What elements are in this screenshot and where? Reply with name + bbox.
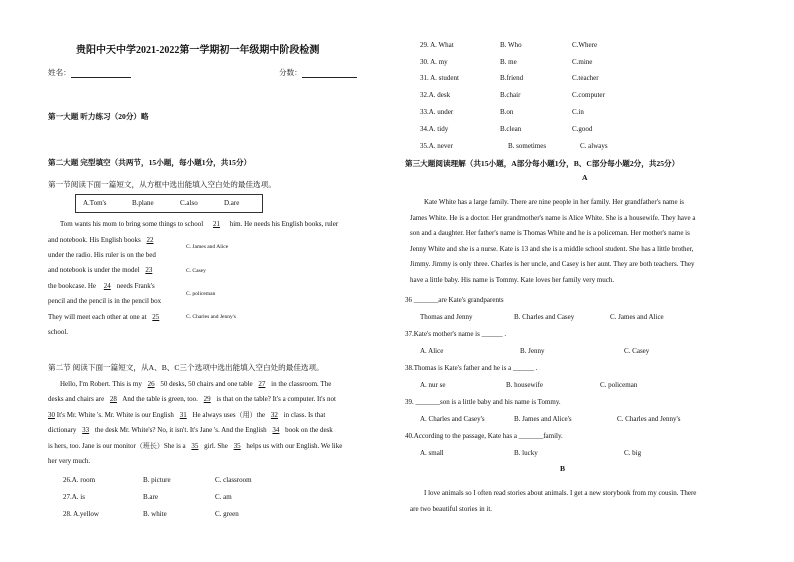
page-title: 贵阳中天中学2021-2022第一学期初一年级期中阶段检测 — [76, 45, 320, 56]
choice-b[interactable]: B. Charles and Casey — [514, 313, 575, 321]
choice-a[interactable]: 26.A. room — [63, 476, 96, 484]
passage-a-line: have a little baby. His name is Tommy. Kate loves her family very much. — [410, 275, 615, 284]
choice-a[interactable]: A. Alice — [420, 347, 444, 355]
choice-a[interactable]: 30. A. my — [420, 58, 448, 66]
choice-c[interactable]: C.teacher — [572, 74, 599, 82]
choice-b[interactable]: B. white — [143, 510, 167, 518]
choice-a[interactable]: Thomas and Jenny — [420, 313, 473, 321]
choice-c[interactable]: C. classroom — [215, 476, 252, 484]
side-option: C. Casey — [186, 268, 206, 274]
word-bank-box — [75, 194, 263, 213]
question-stem: 40.According to the passage, Kate has a _______family. — [405, 432, 563, 440]
passage-a-line: son and a daughter. Her father's name is Thomas White and he is a policeman. Her mother's name is — [410, 229, 690, 238]
choice-c[interactable]: C. James and Alice — [610, 313, 664, 321]
part2-heading: 第二大题 完型填空（共两节，15小题，每小题1分，共15分） — [48, 158, 252, 167]
section-b-label: B — [560, 464, 566, 473]
passage1-line: the bookcase. He 24 needs Frank's — [48, 282, 155, 290]
passage2-line: is hers, too. Jane is our monitor（班长）She is a 35 girl. She 35 helps us with our English. We like — [48, 442, 343, 450]
passage-b — [410, 486, 745, 517]
passage-a-line: Kate White has a large family. There are nine people in her family. Her grandfather's name is — [424, 198, 685, 206]
choice-b[interactable]: B. James and Alice's — [514, 415, 572, 423]
section-a-label: A — [582, 173, 588, 182]
passage1-line: and notebook is under the model 23 — [48, 266, 153, 274]
passage1-line: They will meet each other at one at 25 — [48, 313, 160, 321]
question-stem: 37.Kate's mother's name is ______ . — [405, 330, 507, 338]
passage-a — [410, 195, 745, 289]
part3-heading: 第三大题阅读理解（共15小题，A部分每小题1分，B、C部分每小题2分，共25分） — [405, 159, 680, 168]
word-bank-option: C.also — [180, 199, 198, 207]
passage1-line: school. — [48, 328, 69, 336]
word-bank-option: D.are — [224, 199, 240, 207]
choice-c[interactable]: C.Where — [572, 41, 598, 49]
passage2-line: dictionary 33 the desk Mr. White's? No, it isn't. It's Jane 's. And the English 34 book on the desk — [48, 426, 333, 434]
passage1-line: under the radio. His ruler is on the bed — [48, 251, 156, 259]
choice-a[interactable]: A. Charles and Casey's — [420, 415, 485, 423]
choice-b[interactable]: B. lucky — [514, 449, 538, 457]
part1-heading: 第一大题 听力练习（20分）略 — [48, 112, 149, 121]
side-option: C. James and Alice — [186, 244, 229, 250]
choice-a[interactable]: 35.A. never — [420, 142, 453, 150]
choice-c[interactable]: C. policeman — [600, 381, 638, 389]
choice-b[interactable]: B. Who — [500, 41, 522, 49]
choice-b[interactable]: B.on — [500, 108, 514, 116]
passage-a-line: Jimmy. Jimmy is only three. Charles is her uncle, and Casey is her aunt. They are both teachers. They — [410, 260, 695, 269]
choice-c[interactable]: C. Casey — [624, 347, 650, 355]
side-option: C. policeman — [186, 291, 216, 297]
passage1-line: pencil and the pencil is in the pencil box — [48, 297, 162, 305]
name-blank[interactable] — [71, 76, 131, 78]
choice-b[interactable]: B.chair — [500, 91, 521, 99]
choice-a[interactable]: 29. A. What — [420, 41, 454, 49]
choice-a[interactable]: 33.A. under — [420, 108, 454, 116]
passage-a-line: James White. He is a doctor. Her grandmother's name is Alice White. She is a housewife. They have a — [410, 213, 696, 222]
question-stem: 38.Thomas is Kate's father and he is a ______ . — [405, 364, 538, 372]
section2-instructions: 第二节 阅读下面一篇短文，从A、B、C三个选项中选出能填入空白处的最佳选项。 — [48, 363, 324, 372]
choice-c[interactable]: C. green — [215, 510, 239, 518]
choice-b[interactable]: B. housewife — [506, 381, 543, 389]
choice-c[interactable]: C. big — [624, 449, 642, 457]
name-label: 姓名： — [48, 67, 131, 78]
passage-b-line: are two beautiful stories in it. — [410, 504, 493, 513]
choice-b[interactable]: B. me — [500, 58, 517, 66]
choice-a[interactable]: A. nur se — [420, 381, 446, 389]
score-label: 分数： — [279, 67, 357, 78]
choice-b[interactable]: B.are — [143, 493, 158, 501]
choice-a[interactable]: 31. A. student — [420, 74, 459, 82]
score-blank[interactable] — [302, 76, 357, 78]
word-bank-option: B.plane — [132, 199, 154, 207]
choice-c[interactable]: C.computer — [572, 91, 605, 99]
choice-b[interactable]: B. Jenny — [520, 347, 545, 355]
choice-a[interactable]: 34.A. tidy — [420, 125, 449, 133]
passage-a-line: Jenny White and she is a nurse. Kate is 13 and she is a middle school student. She has a little brother, — [410, 244, 694, 253]
passage1-line: Tom wants his mom to bring some things to school 21 him. He needs his English books, ruler — [60, 220, 339, 228]
choice-a[interactable]: 27.A. is — [63, 493, 85, 501]
question-stem: 39. _______son is a little baby and his name is Tommy. — [405, 398, 561, 406]
choice-c[interactable]: C.mine — [572, 58, 593, 66]
choice-b[interactable]: B. picture — [143, 476, 171, 484]
passage2-line: desks and chairs are 28 And the table is green, too. 29 is that on the table? It's a computer. It's not — [48, 395, 336, 403]
choice-c[interactable]: C.in — [572, 108, 584, 116]
choice-a[interactable]: 32.A. desk — [420, 91, 451, 99]
passage2-line: Hello, I'm Robert. This is my 26 50 desks, 50 chairs and one table 27 in the classroom. The — [60, 380, 332, 388]
passage1-line: and notebook. His English books 22 — [48, 236, 154, 244]
choice-a[interactable]: 28. A.yellow — [63, 510, 99, 518]
passage-b-line: I love animals so I often read stories about animals. I get a new storybook from my cousin. There — [424, 489, 697, 497]
choice-b[interactable]: B. sometimes — [508, 142, 547, 150]
section1-instructions: 第一节阅读下面一篇短文，从方框中选出能填入空白处的最佳选项。 — [48, 180, 276, 189]
word-bank-option: A.Tom's — [83, 199, 107, 207]
side-option: C. Charles and Jenny's — [186, 314, 236, 320]
choice-c[interactable]: C.good — [572, 125, 593, 133]
passage2-line: her very much. — [48, 457, 91, 465]
question-stem: 36 _______are Kate's grandparents — [405, 296, 504, 304]
choice-b[interactable]: B.friend — [500, 74, 524, 82]
choice-a[interactable]: A. small — [420, 449, 444, 457]
choice-c[interactable]: C. always — [580, 142, 608, 150]
choice-b[interactable]: B.clean — [500, 125, 522, 133]
choice-c[interactable]: C. Charles and Jenny's — [617, 415, 681, 423]
choice-c[interactable]: C. am — [215, 493, 232, 501]
passage2-line: 30 It's Mr. White 's. Mr. White is our English 31 He always uses（用）the 32 in class. Is that — [48, 411, 326, 419]
